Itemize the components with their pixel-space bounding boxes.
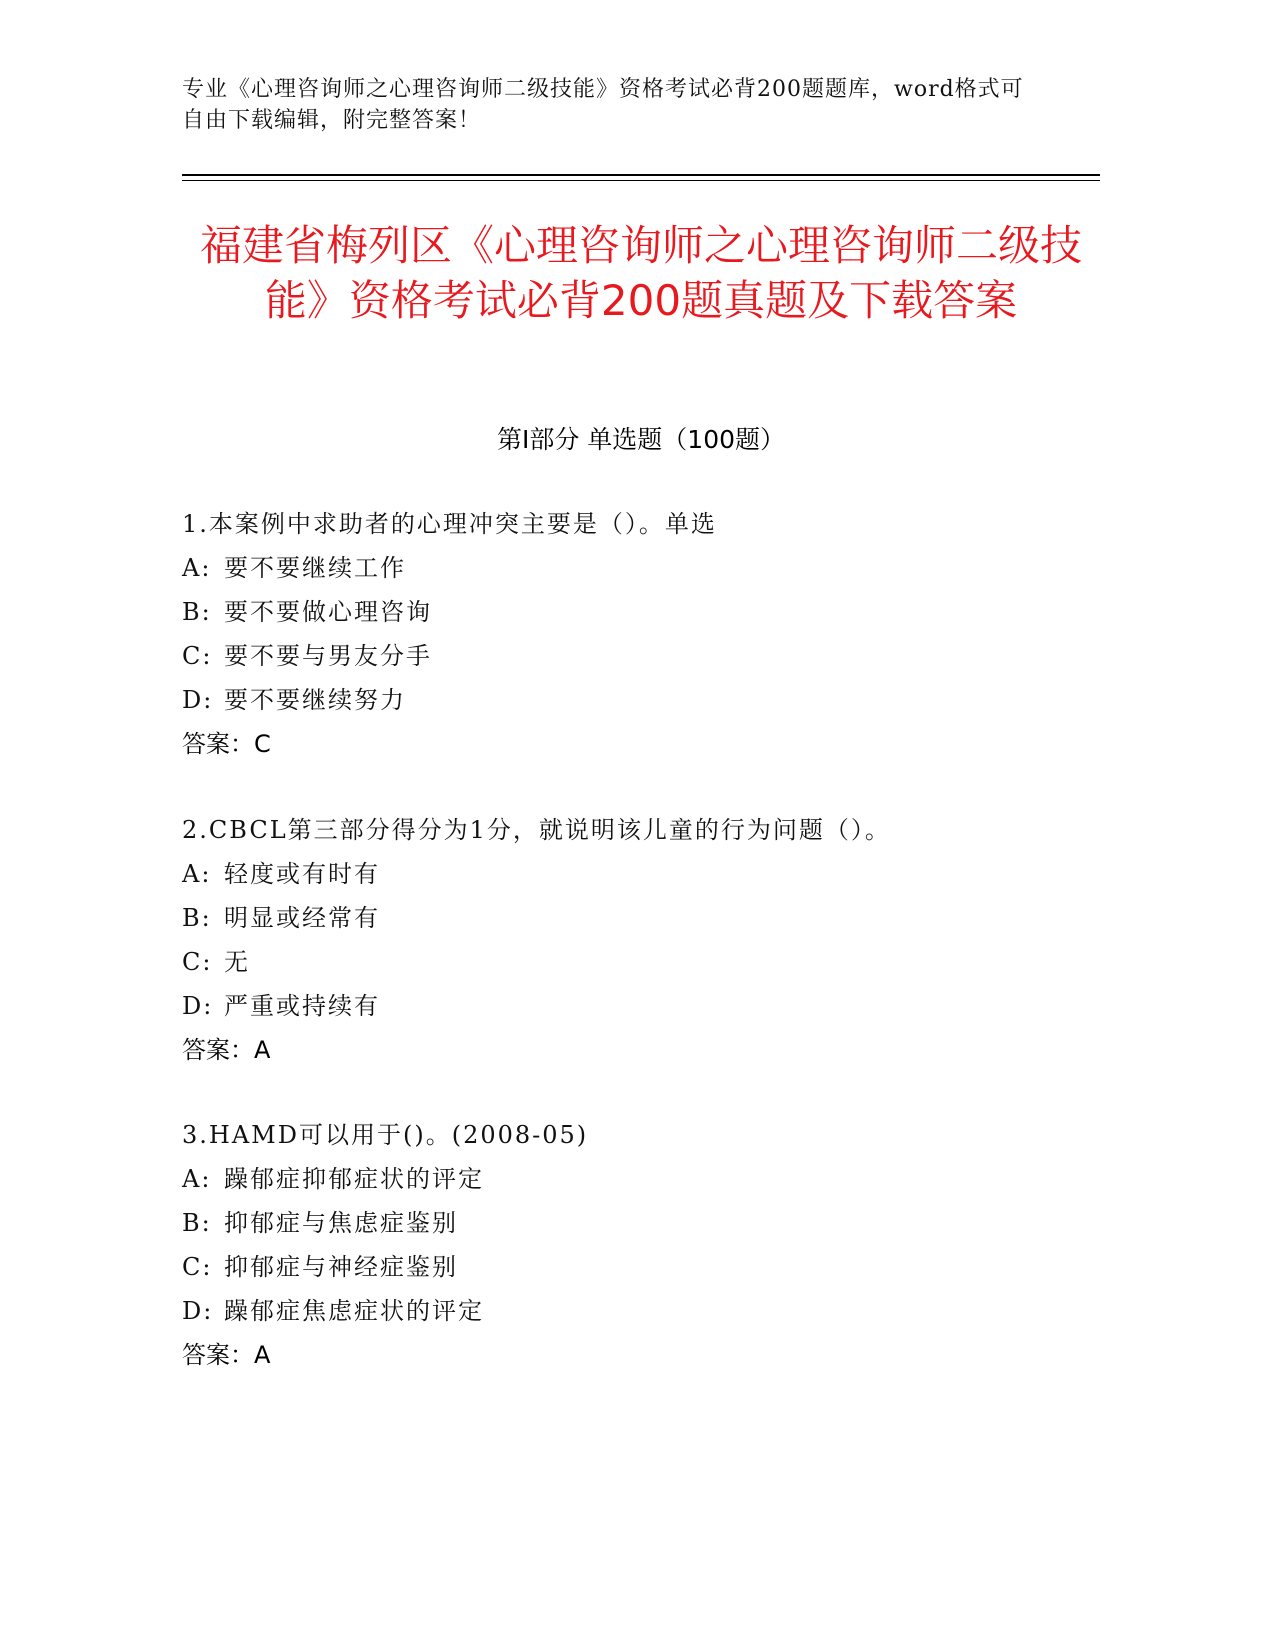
option-b: [182, 1201, 1082, 1245]
option-label: B:: [182, 904, 212, 932]
option-d: [182, 1289, 1082, 1333]
option-text: 要不要继续努力: [224, 686, 406, 714]
document-title: 福建省梅列区《心理咨询师之心理咨询师二级技能》资格考试必背200题真题及下载答案: [199, 221, 1082, 325]
option-text: 要不要与男友分手: [224, 642, 432, 670]
option-text: 要不要继续工作: [224, 554, 406, 582]
option-label: A:: [182, 860, 212, 888]
question-stem: 3.HAMD可以用于()。(2008-05): [182, 1121, 589, 1149]
option-text: 躁郁症抑郁症状的评定: [224, 1165, 484, 1193]
option-text: 无: [224, 948, 250, 976]
answer-line: 答案：C: [182, 730, 271, 758]
option-d: [182, 984, 1082, 1028]
option-c: [182, 1245, 1082, 1289]
question-stem: 2.CBCL第三部分得分为1分，就说明该儿童的行为问题（）。: [182, 816, 891, 844]
option-text: 躁郁症焦虑症状的评定: [224, 1297, 484, 1325]
option-label: D:: [182, 992, 214, 1020]
option-a: [182, 1157, 1082, 1201]
option-text: 轻度或有时有: [224, 860, 380, 888]
option-text: 要不要做心理咨询: [224, 598, 432, 626]
option-label: D:: [182, 686, 214, 714]
option-label: C:: [182, 642, 213, 670]
header-note: 专业《心理咨询师之心理咨询师二级技能》资格考试必背200题题库，word格式可自由下载编辑，附完整答案！: [182, 77, 1024, 133]
option-label: B:: [182, 598, 212, 626]
option-label: B:: [182, 1209, 212, 1237]
option-label: C:: [182, 948, 213, 976]
option-a: [182, 852, 1082, 896]
option-d: [182, 678, 1082, 722]
option-b: [182, 896, 1082, 940]
option-label: D:: [182, 1297, 214, 1325]
answer-line: 答案：A: [182, 1036, 271, 1064]
option-a: [182, 546, 1082, 590]
header-rule-thick: [182, 174, 1100, 176]
option-text: 抑郁症与焦虑症鉴别: [224, 1209, 458, 1237]
question-1: [182, 502, 1082, 766]
option-text: 严重或持续有: [224, 992, 380, 1020]
option-b: [182, 590, 1082, 634]
option-text: 抑郁症与神经症鉴别: [224, 1253, 458, 1281]
option-label: A:: [182, 554, 212, 582]
option-label: C:: [182, 1253, 213, 1281]
question-3: [182, 1113, 1082, 1377]
option-c: [182, 634, 1082, 678]
question-stem: 1.本案例中求助者的心理冲突主要是（）。单选: [182, 510, 717, 538]
option-c: [182, 940, 1082, 984]
option-text: 明显或经常有: [224, 904, 380, 932]
answer-line: 答案：A: [182, 1341, 271, 1369]
option-label: A:: [182, 1165, 212, 1193]
question-2: [182, 808, 1082, 1072]
section-heading: 第Ⅰ部分 单选题（100题）: [496, 425, 786, 454]
header-rule-thin: [182, 180, 1100, 181]
